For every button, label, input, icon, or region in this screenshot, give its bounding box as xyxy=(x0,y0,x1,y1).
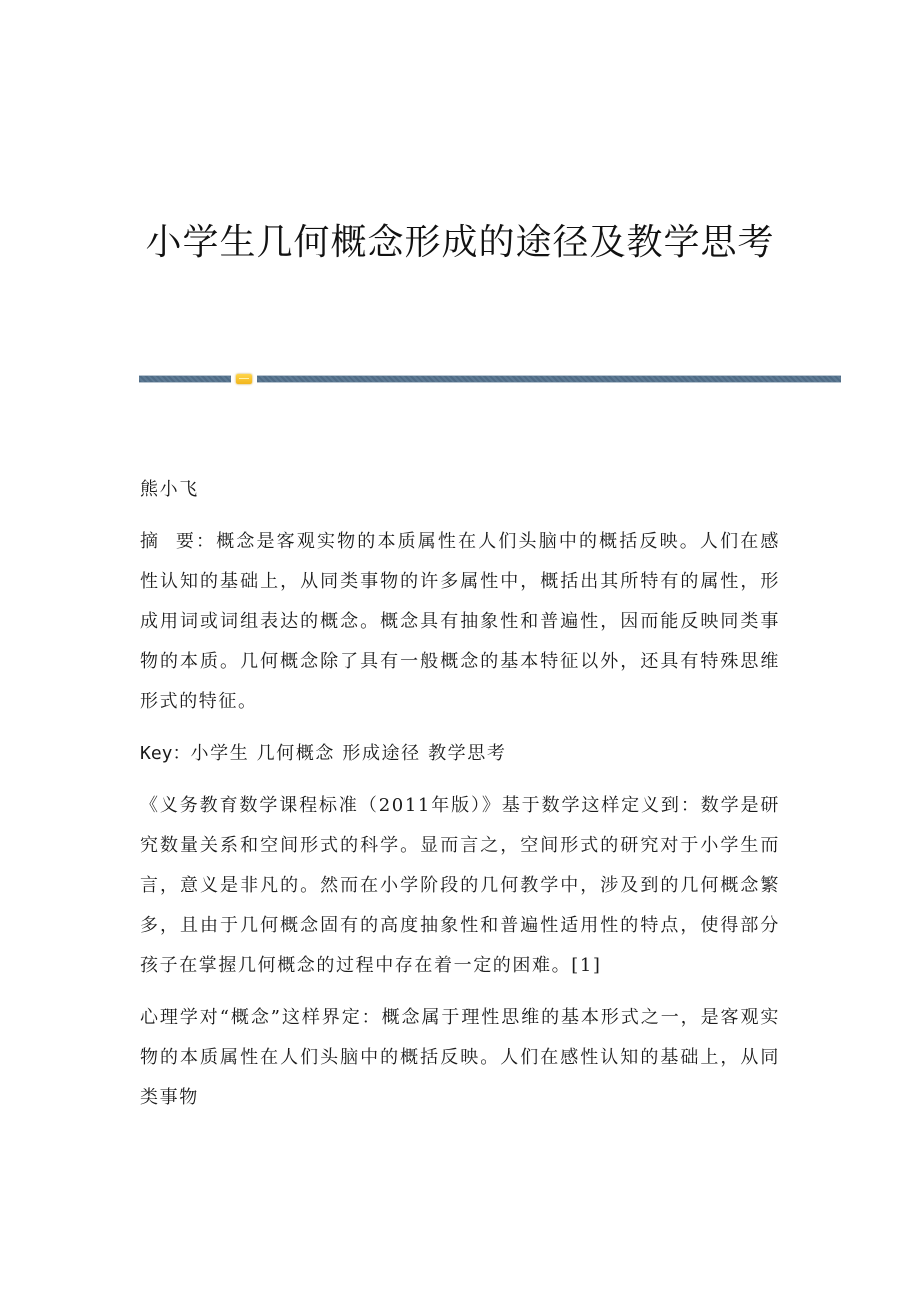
divider-bar-right xyxy=(257,375,841,383)
abstract xyxy=(140,522,780,722)
document-body xyxy=(140,470,780,1118)
body-paragraph: 《义务教育数学课程标准（2011年版）》基于数学这样定义到：数学是研究数量关系和空间形式的科学。显而言之，空间形式的研究对于小学生而言，意义是非凡的。然而在小学阶段的几何教学中，涉及到的几何概念繁多，且由于几何概念固有的高度抽象性和普遍性适用性的特点，使得部分孩子在掌握几何概念的过程中存在着一定的困难。[1] xyxy=(140,795,780,976)
divider-bar-left xyxy=(139,375,231,383)
author-name: 熊小飞 xyxy=(140,479,199,500)
body-paragraph: 心理学对“概念”这样界定：概念属于理性思维的基本形式之一，是客观实物的本质属性在人们头脑中的概括反映。人们在感性认知的基础上，从同类事物 xyxy=(140,1007,780,1108)
title-divider xyxy=(139,374,841,384)
keywords xyxy=(140,734,780,774)
abstract-label: 摘 要： xyxy=(140,531,217,552)
keywords-label: Key： xyxy=(140,743,191,764)
document-title: 小学生几何概念形成的途径及教学思考 xyxy=(145,222,775,263)
abstract-text: 概念是客观实物的本质属性在人们头脑中的概括反映。人们在感性认知的基础上，从同类事物的许多属性中，概括出其所特有的属性，形成用词或词组表达的概念。概念具有抽象性和普遍性，因而能反映同类事物的本质。几何概念除了具有一般概念的基本特征以外，还具有特殊思维形式的特征。 xyxy=(140,531,780,712)
divider-ornament-icon xyxy=(236,374,252,384)
keywords-text: 小学生 几何概念 形成途径 教学思考 xyxy=(190,743,507,764)
